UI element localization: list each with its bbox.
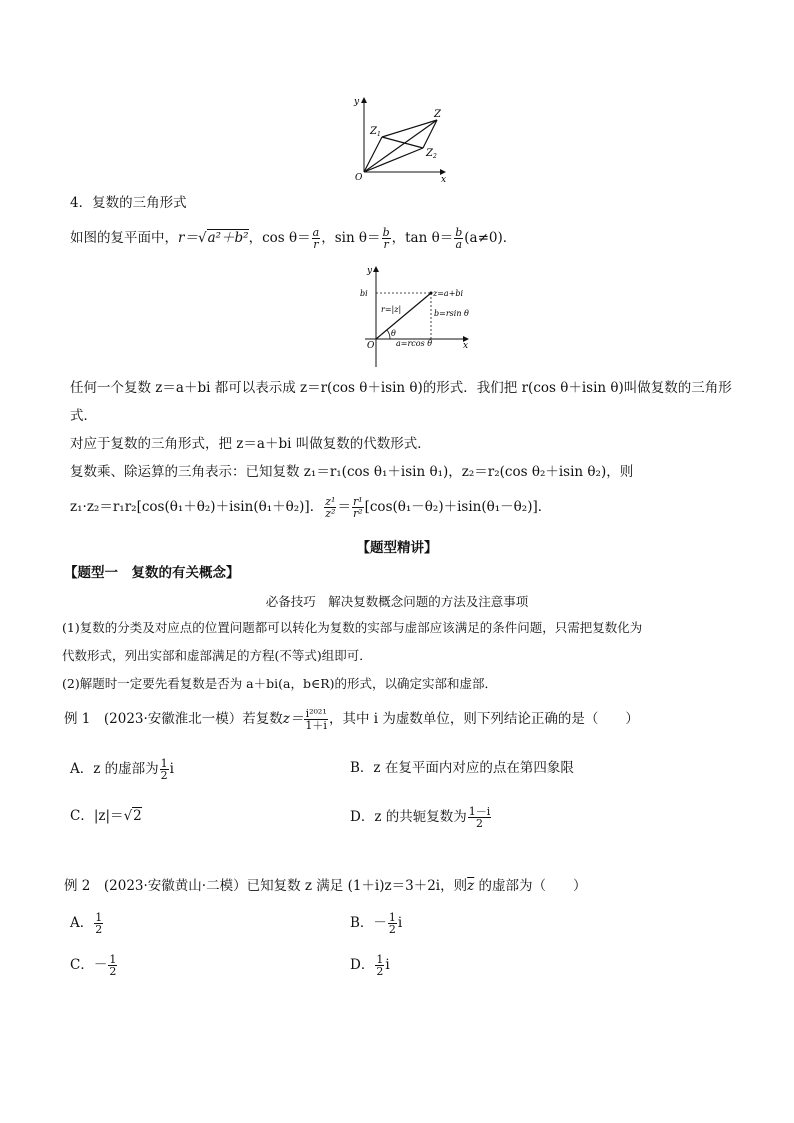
example-1-stem: 例 1 (2023·安徽淮北一模）若复数z＝ $\frac{\text{i²⁰²¹}}{1+i}$ ，其中 i 为虚数单位，则下列结论正确的是（ ） <box>64 707 639 732</box>
section-4-title: 4．复数的三角形式 <box>70 195 187 211</box>
y-axis-label: y <box>367 266 373 276</box>
skills-line-2: 代数形式，列出实部和虚部满足的方程(不等式)组即可． <box>62 648 372 663</box>
paragraph-2: 对应于复数的三角形式，把 z＝a＋bi 叫做复数的代数形式． <box>70 436 431 452</box>
trig-form-figure <box>360 262 475 372</box>
type-one-heading: 【题型一 复数的有关概念】 <box>64 565 240 581</box>
sqrt-symbol: √ <box>123 808 133 824</box>
paragraph-3: 复数乘、除运算的三角表示：已知复数 z₁＝r₁(cos θ₁＋isin θ₁)，z₂＝r₂(cos θ₂＋isin θ₂)，则 <box>70 464 634 480</box>
skills-line-3: (2)解题时一定要先看复数是否为 a＋bi(a，b∈R)的形式，以确定实部和虚部． <box>62 676 498 691</box>
b-label: b=rsin θ <box>434 309 469 318</box>
section-heading: 【题型精讲】 <box>356 540 438 556</box>
bi-label: bi <box>360 289 368 298</box>
origin-label: O <box>355 173 363 183</box>
example-1-option-d[interactable]: D．z 的共轭复数为 $\frac{1-i}{2}$ <box>350 805 491 830</box>
paragraph-4: z₁·z₂＝r₁r₂[cos(θ₁＋θ₂)＋isin(θ₁＋θ₂)]． $\frac{\text{z¹}}{\text{z²}}$ ＝ $\frac{\text{r¹}}{\text{r²}}$ [cos(θ₁－θ₂)＋isin(θ₁－θ₂)]． <box>70 495 552 520</box>
example-1-option-a[interactable]: A．z 的虚部为 $\frac{1}{2}$ i <box>70 757 174 782</box>
theta-label: θ <box>391 329 396 338</box>
y-axis-label: y <box>354 97 360 107</box>
origin-label: O <box>367 341 375 351</box>
paragraph-1-line-2: 式． <box>70 408 97 424</box>
x-axis-label: x <box>441 175 447 184</box>
skills-line-1: (1)复数的分类及对应点的位置问题都可以转化为复数的实部与虚部应该满足的条件问题，只需把复数化为 <box>62 620 643 635</box>
example-2-option-d[interactable]: D． $\frac{1}{2}$ i <box>350 953 390 978</box>
z2-label: $Z_2$ <box>426 148 437 160</box>
trig-definitions: 如图的复平面中，r＝√a²＋b²，cos θ＝ $\frac{a}{r}$ ，sin θ＝ $\frac{b}{r}$ ，tan θ＝ $\frac{b}{a}$ (a≠0)． <box>70 226 517 251</box>
skills-title: 必备技巧 解决复数概念问题的方法及注意事项 <box>265 594 529 609</box>
x-axis-label: x <box>463 341 469 351</box>
sqrt-symbol: √ <box>197 230 207 246</box>
z-conjugate: $\overline{z}$ <box>467 878 475 894</box>
a-label: a=rcos θ <box>396 339 433 348</box>
example-2-option-c[interactable]: C．－ $\frac{1}{2}$ <box>70 953 117 978</box>
z1-label: $Z_1$ <box>370 126 381 138</box>
example-1-option-b[interactable]: B．z 在复平面内对应的点在第四象限 <box>350 760 574 776</box>
modulus-label: r=|z| <box>381 305 402 314</box>
paragraph-1-line-1: 任何一个复数 z＝a＋bi 都可以表示成 z＝r(cos θ＋isin θ)的形式．我们把 r(cos θ＋isin θ)叫做复数的三角形 <box>70 380 732 396</box>
z-label: Z <box>434 109 441 120</box>
example-2-option-a[interactable]: A． $\frac{1}{2}$ <box>70 911 103 936</box>
example-2-stem: 例 2 (2023·安徽黄山·二模）已知复数 z 满足 (1＋i)z＝3＋2i，则$\overline{z}$ 的虚部为（ ） <box>64 878 587 894</box>
example-2-option-b[interactable]: B．－ $\frac{1}{2}$ i <box>350 911 403 936</box>
z-point-label: z=a+bi <box>433 289 464 298</box>
example-1-option-c[interactable]: C．|z|＝√2 <box>70 808 142 824</box>
parallelogram-figure <box>345 92 455 184</box>
